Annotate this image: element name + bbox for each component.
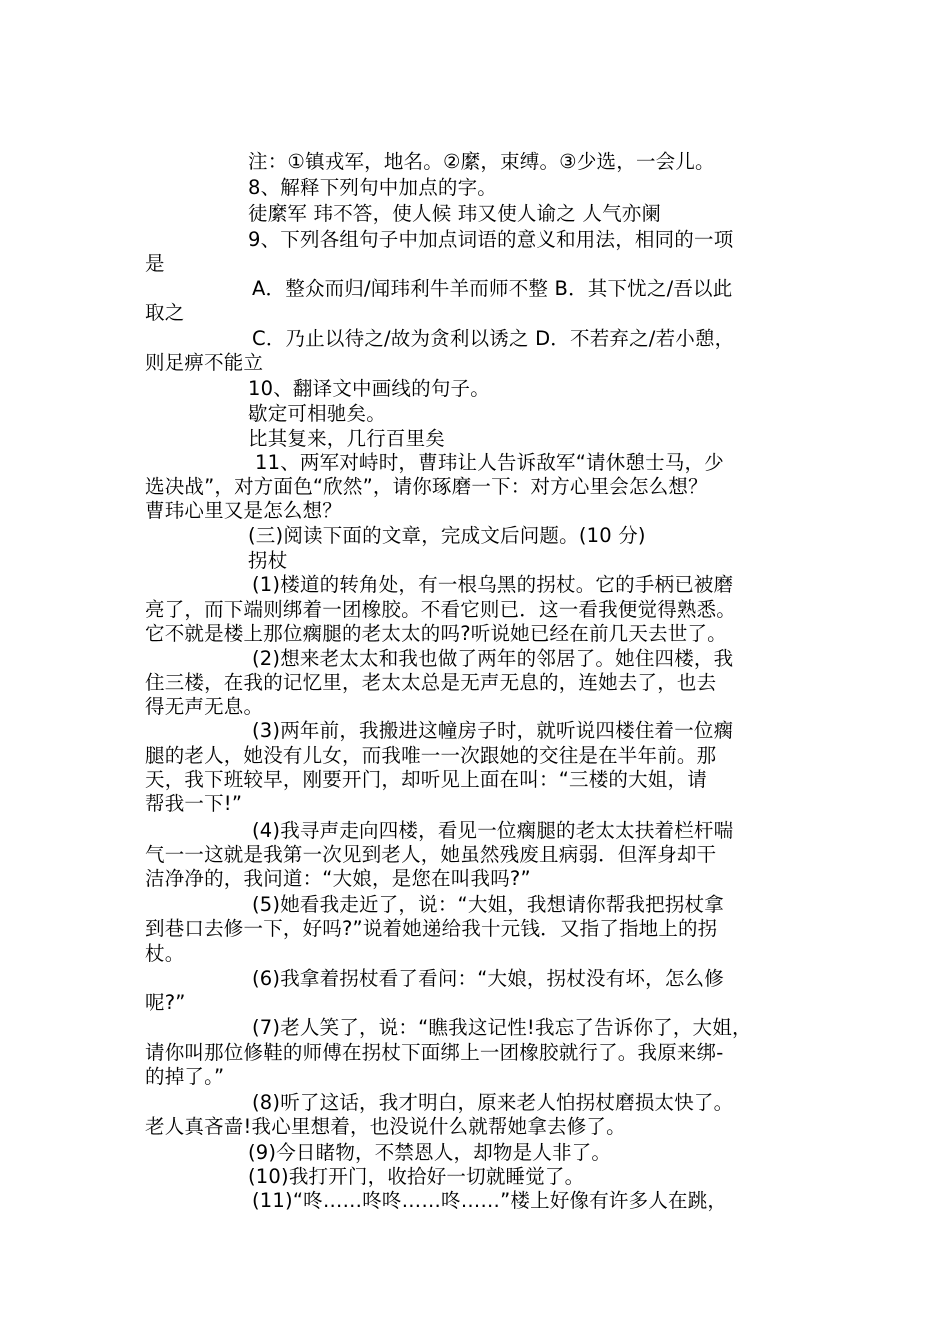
question-11-cont-1: 选决战”，对方面色“欣然”，请你琢磨一下：对方心里会怎么想？ — [145, 475, 708, 498]
section-3-heading: (三)阅读下面的文章，完成文后问题。(10 分) — [248, 524, 646, 547]
paragraph-4-cont-1: 气一一这就是我第一次见到老人，她虽然残废且病弱．但浑身却干 — [145, 843, 717, 866]
question-10-sentence-2: 比其复来，几行百里矣 — [248, 427, 446, 450]
question-9-options-ab: A．整众而归/闻玮利牛羊而师不整 B．其下忧之/吾以此 — [252, 277, 733, 300]
paragraph-8-cont: 老人真吝啬!我心里想着，也没说什么就帮她拿去修了。 — [145, 1115, 626, 1138]
paragraph-6-cont: 呢?” — [145, 991, 186, 1014]
paragraph-2: (2)想来老太太和我也做了两年的邻居了。她住四楼，我 — [252, 647, 734, 670]
paragraph-1-cont-2: 它不就是楼上那位瘸腿的老太太的吗?听说她已经在前几天去世了。 — [145, 622, 727, 645]
question-11: 11、两军对峙时，曹玮让人告诉敌军“请休憩士马，少 — [255, 451, 724, 474]
paragraph-3: (3)两年前，我搬进这幢房子时，就听说四楼住着一位瘸 — [252, 719, 734, 742]
question-8-items: 徒縻军 玮不答，使人候 玮又使人谕之 人气亦阑 — [248, 202, 662, 225]
paragraph-2-cont-1: 住三楼，在我的记忆里，老太太总是无声无息的，连她去了，也去 — [145, 671, 717, 694]
paragraph-7-cont-1: 请你叫那位修鞋的师傅在拐杖下面绑上一团橡胶就行了。我原来绑- — [145, 1041, 724, 1064]
question-10-sentence-1: 歇定可相驰矣。 — [248, 402, 386, 425]
paragraph-5-cont-1: 到巷口去修一下，好吗?”说着她递给我十元钱．又指了指地上的拐 — [145, 917, 718, 940]
paragraph-4: (4)我寻声走向四楼，看见一位瘸腿的老太太扶着栏杆喘 — [252, 819, 734, 842]
question-9-cont: 是 — [145, 252, 165, 275]
paragraph-1: (1)楼道的转角处，有一根乌黑的拐杖。它的手柄已被磨 — [252, 573, 734, 596]
paragraph-5: (5)她看我走近了，说：“大姐，我想请你帮我把拐杖拿 — [252, 893, 724, 916]
paragraph-5-cont-2: 杖。 — [145, 942, 185, 965]
paragraph-3-cont-2: 天，我下班较早，刚要开门，却听见上面在叫：“三楼的大姐，请 — [145, 768, 707, 791]
paragraph-3-cont-3: 帮我一下!” — [145, 792, 243, 815]
question-9-options-ab-cont: 取之 — [145, 301, 185, 324]
article-title: 拐杖 — [248, 549, 288, 572]
paragraph-4-cont-2: 洁净净的，我问道：“大娘，是您在叫我吗?” — [145, 867, 531, 890]
question-11-cont-2: 曹玮心里又是怎么想？ — [145, 499, 343, 522]
question-9-options-cd: C．乃止以待之/故为贪利以诱之 D．不若弃之/若小憩， — [252, 327, 735, 350]
question-9: 9、下列各组句子中加点词语的意义和用法，相同的一项 — [248, 228, 734, 251]
paragraph-11: (11)“咚……咚咚……咚……”楼上好像有许多人在跳， — [252, 1189, 728, 1212]
paragraph-7: (7)老人笑了，说：“瞧我这记性!我忘了告诉你了，大姐， — [252, 1016, 752, 1039]
paragraph-3-cont-1: 腿的老人，她没有儿女，而我唯一一次跟她的交往是在半年前。那 — [145, 744, 717, 767]
paragraph-2-cont-2: 得无声无息。 — [145, 695, 264, 718]
paragraph-7-cont-2: 的掉了。” — [145, 1065, 225, 1088]
question-9-options-cd-cont: 则足痹不能立 — [145, 351, 264, 374]
note-line: 注：①镇戎军，地名。②縻，束缚。③少选，一会儿。 — [248, 150, 715, 173]
question-10: 10、翻译文中画线的句子。 — [248, 377, 490, 400]
paragraph-1-cont-1: 亮了，而下端则绑着一团橡胶。不看它则已．这一看我便觉得熟悉。 — [145, 598, 737, 621]
question-8: 8、解释下列句中加点的字。 — [248, 176, 498, 199]
paragraph-10: (10)我打开门，收拾好一切就睡觉了。 — [248, 1165, 585, 1188]
paragraph-6: (6)我拿着拐杖看了看问：“大娘，拐杖没有坏，怎么修 — [252, 967, 724, 990]
paragraph-8: (8)听了这话，我才明白，原来老人怕拐杖磨损太快了。 — [252, 1091, 734, 1114]
paragraph-9: (9)今日睹物，不禁恩人，却物是人非了。 — [248, 1141, 612, 1164]
